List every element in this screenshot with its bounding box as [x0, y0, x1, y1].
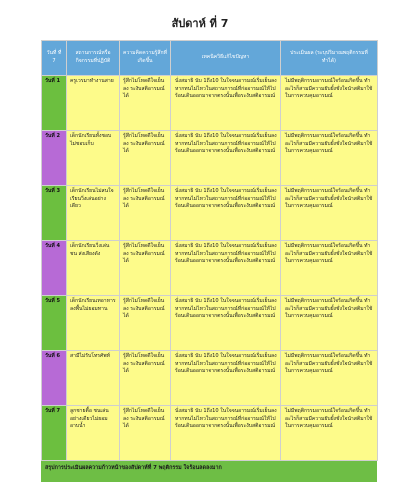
table-row — [42, 186, 378, 241]
table-row — [42, 351, 378, 406]
evaluation-cell: ไม่มีพฤติกรรมอารมณ์ใจร้อนเกิดขึ้น ทำอะไรก็สามมีความยับยั้งชั่งใจนำสติมาใช้ในการควบคุมอารมณ์ — [281, 186, 378, 241]
header-technique: เทคนิควิธีแก้ไขปัญหา — [171, 41, 281, 76]
evaluation-cell: ไม่มีพฤติกรรมอารมณ์ใจร้อนเกิดขึ้น ทำอะไรก็สามมีความยับยั้งชั่งใจนำสติมาใช้ในการควบคุมอารมณ์ — [281, 406, 378, 461]
summary-bar: สรุปการประเมินผลความก้าวหน้าของสัปดาห์ที่ 7 พฤติกรรม ใจร้อนลดลงมาก — [41, 461, 377, 482]
situation-cell: ลูกชายตื้อ ชนเล่นอย่างเดียวไม่ยอมอาบน้ำ — [67, 406, 120, 461]
header-feeling: ความคิดความรู้สึกที่เกิดขึ้น — [120, 41, 171, 76]
situation-cell: ครูเวรมาทำงานสาย — [67, 76, 120, 131]
page-title: สัปดาห์ ที่ 7 — [171, 17, 229, 30]
evaluation-cell: ไม่มีพฤติกรรมอารมณ์ใจร้อนเกิดขึ้น ทำอะไรก็สามมีความยับยั้งชั่งใจนำสติมาใช้ในการควบคุมอารมณ์ — [281, 76, 378, 131]
feeling-cell: รู้สึกไม่โหดดีใจเย็นลง ระงับสติอารมณ์ได้ — [120, 296, 171, 351]
situation-cell: เด็กนักเรียนไม่สนใจเรียนวิ่งเล่นอย่างเดียว — [67, 186, 120, 241]
header-day: วันที่ ที่ 7 — [42, 41, 67, 76]
weekly-plan-table — [41, 40, 378, 461]
table-row — [42, 76, 378, 131]
table-row — [42, 296, 378, 351]
day-cell: วันที่ 4 — [42, 241, 67, 296]
situation-cell: เด็กนักเรียนวิ่งเล่นชน ส่งเสียงดัง — [67, 241, 120, 296]
day-cell: วันที่ 1 — [42, 76, 67, 131]
header-situation: สถานการณ์หรือกิจกรรมที่ปฏิบัติ — [67, 41, 120, 76]
evaluation-cell: ไม่มีพฤติกรรมอารมณ์ใจร้อนเกิดขึ้น ทำอะไรก็สามมีความยับยั้งชั่งใจนำสติมาใช้ในการควบคุมอารมณ์ — [281, 296, 378, 351]
day-cell: วันที่ 5 — [42, 296, 67, 351]
day-cell: วันที่ 2 — [42, 131, 67, 186]
table-row — [42, 241, 378, 296]
feeling-cell: รู้สึกไม่โหดดีใจเย็นลง ระงับสติอารมณ์ได้ — [120, 241, 171, 296]
technique-cell: นั่งสมาธิ นับ 1ถึง10 ในใจจนอารมณ์เริ่มเย็นลง หากทนไม่ไหวในสถานการณ์ที่ก่ออารมณ์ให้ไปร้อนเดินออกมาจากตรงนั้นเพื่อระงับสติอารมณ์ — [171, 351, 281, 406]
situation-cell: สามีไม่รับโทรศัพท์ — [67, 351, 120, 406]
technique-cell: นั่งสมาธิ นับ 1ถึง10 ในใจจนอารมณ์เริ่มเย็นลง หากทนไม่ไหวในสถานการณ์ที่ก่ออารมณ์ให้ไปร้อนเดินออกมาจากตรงนั้นเพื่อระงับสติอารมณ์ — [171, 406, 281, 461]
header-evaluation: ประเมินผล (ระบุปริมาณพฤติกรรมที่ทำได้) — [281, 41, 378, 76]
evaluation-cell: ไม่มีพฤติกรรมอารมณ์ใจร้อนเกิดขึ้น ทำอะไรก็สามมีความยับยั้งชั่งใจนำสติมาใช้ในการควบคุมอารมณ์ — [281, 131, 378, 186]
technique-cell: นั่งสมาธิ นับ 1ถึง10 ในใจจนอารมณ์เริ่มเย็นลง หากทนไม่ไหวในสถานการณ์ที่ก่ออารมณ์ให้ไปร้อนเดินออกมาจากตรงนั้นเพื่อระงับสติอารมณ์ — [171, 296, 281, 351]
feeling-cell: รู้สึกไม่โหดดีใจเย็นลง ระงับสติอารมณ์ได้ — [120, 406, 171, 461]
situation-cell: เด็กนักเรียนเทอาหารลงพื้นไม่ยอมทาน — [67, 296, 120, 351]
feeling-cell: รู้สึกไม่โหดดีใจเย็นลง ระงับสติอารมณ์ได้ — [120, 131, 171, 186]
day-cell: วันที่ 6 — [42, 351, 67, 406]
technique-cell: นั่งสมาธิ นับ 1ถึง10 ในใจจนอารมณ์เริ่มเย็นลง หากทนไม่ไหวในสถานการณ์ที่ก่ออารมณ์ให้ไปร้อนเดินออกมาจากตรงนั้นเพื่อระงับสติอารมณ์ — [171, 241, 281, 296]
technique-cell: นั่งสมาธิ นับ 1ถึง10 ในใจจนอารมณ์เริ่มเย็นลง หากทนไม่ไหวในสถานการณ์ที่ก่ออารมณ์ให้ไปร้อนเดินออกมาจากตรงนั้นเพื่อระงับสติอารมณ์ — [171, 186, 281, 241]
evaluation-cell: ไม่มีพฤติกรรมอารมณ์ใจร้อนเกิดขึ้น ทำอะไรก็สามมีความยับยั้งชั่งใจนำสติมาใช้ในการควบคุมอารมณ์ — [281, 351, 378, 406]
table-row — [42, 406, 378, 461]
table-header-row — [42, 41, 378, 76]
technique-cell: นั่งสมาธิ นับ 1ถึง10 ในใจจนอารมณ์เริ่มเย็นลง หากทนไม่ไหวในสถานการณ์ที่ก่ออารมณ์ให้ไปร้อนเดินออกมาจากตรงนั้นเพื่อระงับสติอารมณ์ — [171, 131, 281, 186]
situation-cell: เด็กนักเรียนทั้งชอบไม่ชอบเก็บ — [67, 131, 120, 186]
technique-cell: นั่งสมาธิ นับ 1ถึง10 ในใจจนอารมณ์เริ่มเย็นลง หากทนไม่ไหวในสถานการณ์ที่ก่ออารมณ์ให้ไปร้อนเดินออกมาจากตรงนั้นเพื่อระงับสติอารมณ์ — [171, 76, 281, 131]
day-cell: วันที่ 3 — [42, 186, 67, 241]
day-cell: วันที่ 7 — [42, 406, 67, 461]
feeling-cell: รู้สึกไม่โหดดีใจเย็นลง ระงับสติอารมณ์ได้ — [120, 76, 171, 131]
feeling-cell: รู้สึกไม่โหดดีใจเย็นลง ระงับสติอารมณ์ได้ — [120, 186, 171, 241]
evaluation-cell: ไม่มีพฤติกรรมอารมณ์ใจร้อนเกิดขึ้น ทำอะไรก็สามมีความยับยั้งชั่งใจนำสติมาใช้ในการควบคุมอารมณ์ — [281, 241, 378, 296]
feeling-cell: รู้สึกไม่โหดดีใจเย็นลง ระงับสติอารมณ์ได้ — [120, 351, 171, 406]
table-row — [42, 131, 378, 186]
